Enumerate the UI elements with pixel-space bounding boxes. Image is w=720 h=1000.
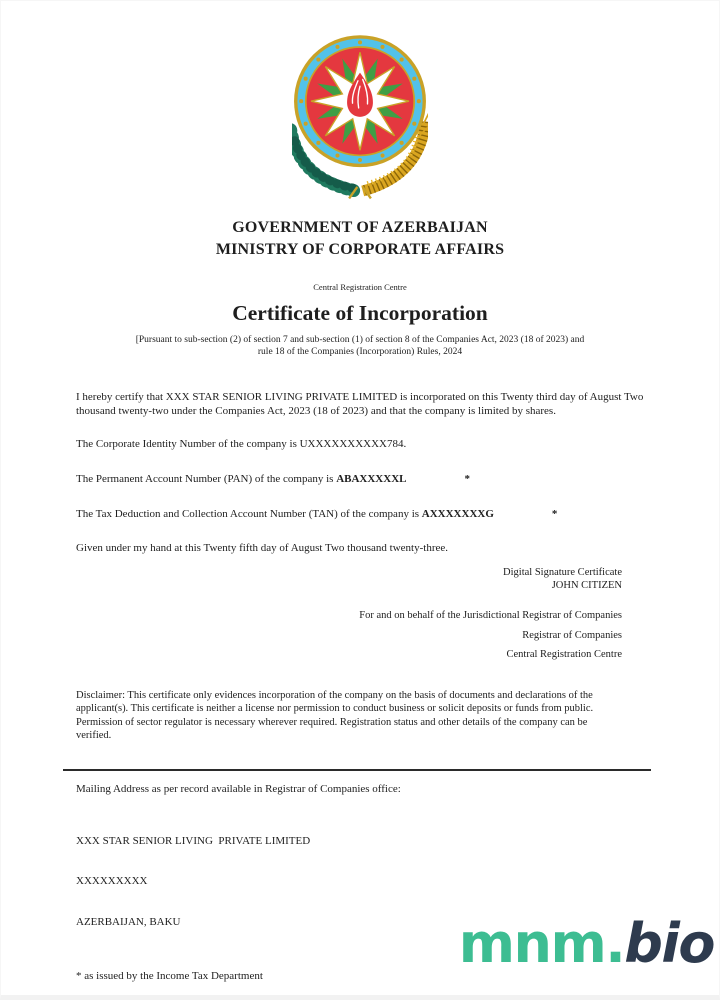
certificate-title: Certificate of Incorporation — [232, 301, 488, 325]
on-behalf-line: For and on behalf of the Jurisdictional Registrar of Companies — [359, 610, 622, 621]
pan-line — [76, 472, 649, 486]
registrar-line: Registrar of Companies — [522, 629, 622, 641]
certificate-body — [76, 390, 649, 983]
registration-centre-label: Central Registration Centre — [313, 282, 407, 292]
statutory-reference — [1, 334, 719, 358]
centre-line: Central Registration Centre — [506, 649, 622, 660]
cin-line: The Corporate Identity Number of the company is UXXXXXXXXXX784. — [76, 438, 407, 450]
statutory-reference-line2: rule 18 of the Companies (Incorporation) Rules, 2024 — [257, 347, 463, 357]
tan-value: AXXXXXXXG — [421, 508, 494, 520]
separator-line — [63, 769, 651, 771]
tan-prefix: The Tax Deduction and Collection Account Number (TAN) of the company is — [76, 508, 422, 520]
mailing-company-name: XXX STAR SENIOR LIVING PRIVATE LIMITED — [76, 834, 311, 847]
given-under-hand-line: Given under my hand at this Twenty fifth day of August Two thousand twenty-three. — [76, 542, 448, 554]
statutory-reference-line1: [Pursuant to sub-section (2) of section 7 and sub-section (1) of section 8 of the Companies Act, 2023 (18 of 2023) and — [135, 335, 585, 345]
pan-value: ABAXXXXXL — [336, 473, 407, 485]
tan-asterisk: * — [551, 508, 558, 520]
registrar-attribution — [76, 606, 622, 665]
logo-suffix: bio — [624, 912, 714, 975]
mnm-bio-logo — [458, 912, 714, 975]
logo-prefix: mnm. — [458, 912, 625, 975]
document-header — [1, 219, 719, 358]
mailing-address-location: AZERBAIJAN, BAKU — [76, 915, 181, 928]
disclaimer-text: Disclaimer: This certificate only evidences incorporation of the company on the basis of documents and declarations of the applicant(s). This certificate is neither a license nor permission to conduct business or solicit deposits or funds from public. Permission of sector regulator is necessary wherever required. Registration status and other details of the company can be verified. — [76, 689, 594, 741]
azerbaijan-emblem — [292, 33, 428, 200]
signature-block — [76, 567, 622, 665]
signatory-name: JOHN CITIZEN — [551, 579, 622, 591]
emblem-container — [1, 1, 719, 205]
pan-asterisk: * — [464, 473, 470, 485]
mailing-address-masked: XXXXXXXXX — [76, 875, 148, 887]
digital-signature-label: Digital Signature Certificate — [503, 567, 622, 578]
certify-paragraph: I hereby certify that XXX STAR SENIOR LIVING PRIVATE LIMITED is incorporated on this Twenty third day of August Two thousand twenty-two under the Companies Act, 2023 (18 of 2023) and that the company is limited by shares. — [76, 391, 644, 417]
government-title: GOVERNMENT OF AZERBAIJAN — [232, 219, 488, 236]
pan-prefix: The Permanent Account Number (PAN) of the company is — [76, 473, 337, 485]
mailing-address-heading: Mailing Address as per record available in Registrar of Companies office: — [76, 782, 401, 795]
tan-line — [76, 507, 649, 521]
pan-tan-footnote: * as issued by the Income Tax Department — [76, 970, 263, 982]
ministry-title: MINISTRY OF CORPORATE AFFAIRS — [215, 241, 505, 258]
